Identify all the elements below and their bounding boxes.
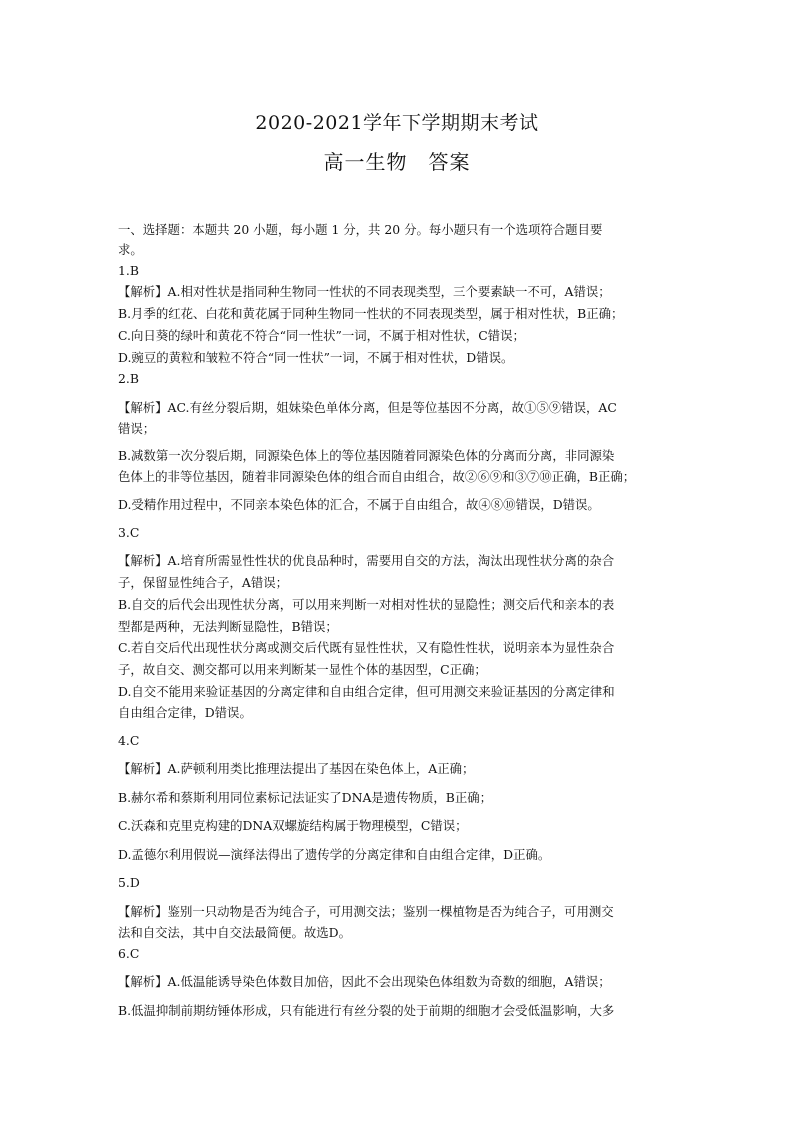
explanation-line: C.若自交后代出现性状分离或测交后代既有显性性状，又有隐性性状，说明亲本为显性杂合 — [118, 640, 615, 655]
explanation-line: D.自交不能用来验证基因的分离定律和自由组合定律，但可用测交来验证基因的分离定律和 — [118, 684, 615, 699]
explanation-line: C.向日葵的绿叶和黄花不符合“同一性状”一词，不属于相对性状，C错误； — [118, 328, 525, 343]
question-number: 6.C — [118, 946, 140, 961]
explanation-line: D.受精作用过程中，不同亲本染色体的汇合，不属于自由组合，故④⑧⑩错误，D错误。 — [118, 497, 600, 512]
explanation-line: B.减数第一次分裂后期，同源染色体上的等位基因随着同源染色体的分离而分离，非同源染 — [118, 448, 615, 463]
explanation-line: 子，故自交、测交都可以用来判断某一显性个体的基因型，C正确； — [118, 662, 487, 677]
page-subtitle: 高一生物 答案 — [323, 150, 471, 174]
explanation-line: 型都是两种，无法判断显隐性，B错误； — [118, 619, 338, 634]
explanation-line: B.自交的后代会出现性状分离，可以用来判断一对相对性状的显隐性；测交后代和亲本的表 — [118, 597, 615, 612]
question-number: 2.B — [118, 371, 139, 386]
section-heading-line: 求。 — [118, 242, 143, 257]
explanation-line: B.赫尔希和蔡斯利用同位素标记法证实了DNA是遗传物质，B正确； — [118, 790, 493, 805]
section-heading-line: 一、选择题：本题共 20 小题，每小题 1 分，共 20 分。每小题只有一个选项符合题目要 — [118, 222, 603, 237]
explanation-line: 【解析】鉴别一只动物是否为纯合子，可用测交法；鉴别一棵植物是否为纯合子，可用测交 — [118, 904, 614, 919]
question-number: 3.C — [118, 525, 140, 540]
explanation-line: 【解析】A.培育所需显性性状的优良品种时，需要用自交的方法，淘汰出现性状分离的杂合 — [118, 553, 615, 568]
explanation-line: D.孟德尔利用假说—演绎法得出了遗传学的分离定律和自由组合定律，D正确。 — [118, 847, 551, 862]
explanation-line: 【解析】AC.有丝分裂后期，姐妹染色单体分离，但是等位基因不分离，故①⑤⑨错误，AC — [118, 400, 617, 415]
explanation-line: 【解析】A.相对性状是指同种生物同一性状的不同表现类型，三个要素缺一不可，A错误； — [118, 284, 611, 299]
explanation-line: B.月季的红花、白花和黄花属于同种生物同一性状的不同表现类型，属于相对性状，B正确； — [118, 306, 624, 321]
explanation-line: C.沃森和克里克构建的DNA双螺旋结构属于物理模型，C错误； — [118, 818, 468, 833]
explanation-line: B.低温抑制前期纺锤体形成，只有能进行有丝分裂的处于前期的细胞才会受低温影响，大多 — [118, 1003, 615, 1018]
explanation-line: D.豌豆的黄粒和皱粒不符合“同一性状”一词，不属于相对性状，D错误。 — [118, 350, 514, 365]
question-number: 1.B — [118, 263, 139, 278]
explanation-line: 色体上的非等位基因，随着非同源染色体的组合而自由组合，故②⑥⑨和③⑦⑩正确，B正确； — [118, 469, 636, 484]
page-title: 2020-2021学年下学期期末考试 — [255, 112, 539, 134]
explanation-line: 自由组合定律，D错误。 — [118, 705, 252, 720]
explanation-line: 【解析】A.萨顿利用类比推理法提出了基因在染色体上，A正确； — [118, 761, 475, 776]
explanation-line: 【解析】A.低温能诱导染色体数目加倍，因此不会出现染色体组数为奇数的细胞，A错误； — [118, 974, 611, 989]
question-number: 4.C — [118, 733, 140, 748]
explanation-line: 法和自交法，其中自交法最简便。故选D。 — [118, 925, 351, 940]
explanation-line: 错误； — [118, 421, 156, 436]
explanation-line: 子，保留显性纯合子，A错误； — [118, 575, 289, 590]
question-number: 5.D — [118, 875, 140, 890]
